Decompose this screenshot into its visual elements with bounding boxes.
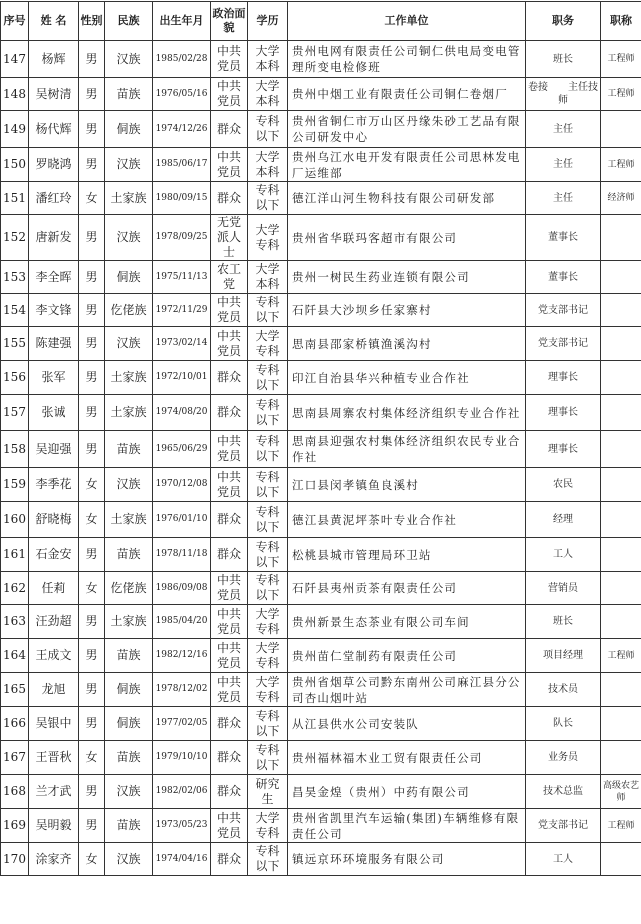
duty-cell: 农民 (526, 468, 601, 502)
seq-cell: 152 (1, 215, 29, 261)
gender-cell: 女 (79, 468, 105, 502)
seq-cell: 158 (1, 431, 29, 468)
unit-cell: 贵州中烟工业有限责任公司铜仁卷烟厂 (288, 78, 526, 111)
seq-cell: 162 (1, 572, 29, 605)
education-cell: 大学专科 (248, 215, 288, 261)
unit-cell: 贵州乌江水电开发有限责任公司思林发电厂运维部 (288, 148, 526, 182)
political-cell: 中共党员 (211, 78, 248, 111)
title-cell (601, 361, 641, 395)
political-cell: 无党派人士 (211, 215, 248, 261)
header-title: 职称 (601, 2, 641, 41)
name-cell: 任莉 (29, 572, 79, 605)
education-cell: 专科以下 (248, 843, 288, 876)
title-cell (601, 215, 641, 261)
name-cell: 石金安 (29, 538, 79, 572)
education-cell: 专科以下 (248, 294, 288, 327)
seq-cell: 169 (1, 809, 29, 843)
unit-cell: 贵州福林福木业工贸有限责任公司 (288, 741, 526, 775)
title-cell: 工程师 (601, 809, 641, 843)
title-cell (601, 431, 641, 468)
political-cell: 中共党员 (211, 431, 248, 468)
ethnicity-cell: 苗族 (105, 809, 153, 843)
education-cell: 研究生 (248, 775, 288, 809)
name-cell: 陈建强 (29, 327, 79, 361)
name-cell: 李全晖 (29, 261, 79, 294)
education-cell: 大学专科 (248, 605, 288, 639)
table-row (1, 639, 641, 673)
title-cell: 工程师 (601, 148, 641, 182)
gender-cell: 男 (79, 215, 105, 261)
birth-cell: 1982/02/06 (153, 775, 211, 809)
duty-cell: 党支部书记 (526, 809, 601, 843)
table-row (1, 843, 641, 876)
birth-cell: 1975/11/13 (153, 261, 211, 294)
birth-cell: 1985/04/20 (153, 605, 211, 639)
title-cell (601, 538, 641, 572)
header-gender: 性别 (79, 2, 105, 41)
education-cell: 大学专科 (248, 673, 288, 707)
duty-cell: 经理 (526, 502, 601, 538)
name-cell: 杨辉 (29, 41, 79, 78)
table-row (1, 261, 641, 294)
unit-cell: 印江自治县华兴种植专业合作社 (288, 361, 526, 395)
name-cell: 罗晓鸿 (29, 148, 79, 182)
education-cell: 专科以下 (248, 431, 288, 468)
duty-cell: 理事长 (526, 395, 601, 431)
education-cell: 大学本科 (248, 78, 288, 111)
duty-cell: 董事长 (526, 215, 601, 261)
unit-cell: 贵州新景生态茶业有限公司车间 (288, 605, 526, 639)
ethnicity-cell: 苗族 (105, 639, 153, 673)
header-political: 政治面貌 (211, 2, 248, 41)
name-cell: 张军 (29, 361, 79, 395)
unit-cell: 贵州省烟草公司黔东南州公司麻江县分公司杏山烟叶站 (288, 673, 526, 707)
seq-cell: 148 (1, 78, 29, 111)
education-cell: 大学专科 (248, 327, 288, 361)
ethnicity-cell: 苗族 (105, 741, 153, 775)
birth-cell: 1978/12/02 (153, 673, 211, 707)
seq-cell: 168 (1, 775, 29, 809)
unit-cell: 贵州苗仁堂制药有限责任公司 (288, 639, 526, 673)
ethnicity-cell: 侗族 (105, 707, 153, 741)
gender-cell: 男 (79, 431, 105, 468)
table-row (1, 327, 641, 361)
seq-cell: 167 (1, 741, 29, 775)
gender-cell: 男 (79, 707, 105, 741)
birth-cell: 1972/11/29 (153, 294, 211, 327)
table-row (1, 809, 641, 843)
ethnicity-cell: 仡佬族 (105, 572, 153, 605)
birth-cell: 1986/09/08 (153, 572, 211, 605)
seq-cell: 154 (1, 294, 29, 327)
name-cell: 汪劲超 (29, 605, 79, 639)
unit-cell: 贵州一树民生药业连锁有限公司 (288, 261, 526, 294)
title-cell (601, 707, 641, 741)
duty-cell: 技术员 (526, 673, 601, 707)
birth-cell: 1972/10/01 (153, 361, 211, 395)
table-row (1, 502, 641, 538)
name-cell: 李季花 (29, 468, 79, 502)
name-cell: 吴迎强 (29, 431, 79, 468)
table-row (1, 707, 641, 741)
name-cell: 张诚 (29, 395, 79, 431)
education-cell: 专科以下 (248, 538, 288, 572)
title-cell (601, 111, 641, 148)
title-cell (601, 468, 641, 502)
table-row (1, 148, 641, 182)
unit-cell: 德江县黄泥坪茶叶专业合作社 (288, 502, 526, 538)
ethnicity-cell: 侗族 (105, 111, 153, 148)
name-cell: 王成文 (29, 639, 79, 673)
birth-cell: 1976/05/16 (153, 78, 211, 111)
birth-cell: 1976/01/10 (153, 502, 211, 538)
title-cell (601, 673, 641, 707)
seq-cell: 166 (1, 707, 29, 741)
gender-cell: 男 (79, 294, 105, 327)
gender-cell: 女 (79, 572, 105, 605)
education-cell: 大学专科 (248, 639, 288, 673)
duty-cell: 项目经理 (526, 639, 601, 673)
seq-cell: 160 (1, 502, 29, 538)
political-cell: 中共党员 (211, 605, 248, 639)
ethnicity-cell: 汉族 (105, 215, 153, 261)
header-unit: 工作单位 (288, 2, 526, 41)
birth-cell: 1974/04/16 (153, 843, 211, 876)
title-cell (601, 294, 641, 327)
duty-cell: 班长 (526, 41, 601, 78)
birth-cell: 1982/12/16 (153, 639, 211, 673)
duty-cell: 工人 (526, 538, 601, 572)
title-cell: 工程师 (601, 639, 641, 673)
duty-cell: 理事长 (526, 431, 601, 468)
gender-cell: 男 (79, 673, 105, 707)
seq-cell: 151 (1, 182, 29, 215)
political-cell: 群众 (211, 741, 248, 775)
gender-cell: 男 (79, 809, 105, 843)
ethnicity-cell: 苗族 (105, 78, 153, 111)
seq-cell: 147 (1, 41, 29, 78)
seq-cell: 163 (1, 605, 29, 639)
title-cell (601, 605, 641, 639)
education-cell: 大学专科 (248, 809, 288, 843)
seq-cell: 170 (1, 843, 29, 876)
title-cell: 经济师 (601, 182, 641, 215)
table-row (1, 538, 641, 572)
ethnicity-cell: 汉族 (105, 775, 153, 809)
political-cell: 中共党员 (211, 809, 248, 843)
ethnicity-cell: 侗族 (105, 261, 153, 294)
birth-cell: 1974/12/26 (153, 111, 211, 148)
name-cell: 涂家齐 (29, 843, 79, 876)
duty-cell: 主任 (526, 148, 601, 182)
title-cell (601, 395, 641, 431)
duty-cell: 董事长 (526, 261, 601, 294)
name-cell: 王晋秋 (29, 741, 79, 775)
unit-cell: 贵州省凯里汽车运输(集团)车辆维修有限责任公司 (288, 809, 526, 843)
gender-cell: 女 (79, 182, 105, 215)
title-cell (601, 502, 641, 538)
unit-cell: 从江县供水公司安装队 (288, 707, 526, 741)
header-duty: 职务 (526, 2, 601, 41)
gender-cell: 女 (79, 502, 105, 538)
seq-cell: 159 (1, 468, 29, 502)
ethnicity-cell: 汉族 (105, 843, 153, 876)
ethnicity-cell: 汉族 (105, 41, 153, 78)
name-cell: 吴银中 (29, 707, 79, 741)
ethnicity-cell: 汉族 (105, 327, 153, 361)
title-cell (601, 572, 641, 605)
duty-cell: 业务员 (526, 741, 601, 775)
ethnicity-cell: 土家族 (105, 395, 153, 431)
table-row (1, 741, 641, 775)
education-cell: 专科以下 (248, 741, 288, 775)
duty-cell: 党支部书记 (526, 294, 601, 327)
unit-cell: 贵州省华联玛客超市有限公司 (288, 215, 526, 261)
education-cell: 专科以下 (248, 468, 288, 502)
unit-cell: 石阡县夷州贡茶有限责任公司 (288, 572, 526, 605)
seq-cell: 149 (1, 111, 29, 148)
unit-cell: 镇远京环环境服务有限公司 (288, 843, 526, 876)
gender-cell: 男 (79, 111, 105, 148)
education-cell: 专科以下 (248, 182, 288, 215)
education-cell: 专科以下 (248, 707, 288, 741)
political-cell: 群众 (211, 361, 248, 395)
name-cell: 吴树清 (29, 78, 79, 111)
name-cell: 李文锋 (29, 294, 79, 327)
header-row (1, 2, 641, 41)
table-row (1, 361, 641, 395)
education-cell: 专科以下 (248, 111, 288, 148)
political-cell: 中共党员 (211, 639, 248, 673)
duty-cell: 主任 (526, 182, 601, 215)
political-cell: 中共党员 (211, 327, 248, 361)
political-cell: 中共党员 (211, 673, 248, 707)
seq-cell: 156 (1, 361, 29, 395)
political-cell: 群众 (211, 843, 248, 876)
birth-cell: 1970/12/08 (153, 468, 211, 502)
gender-cell: 男 (79, 148, 105, 182)
ethnicity-cell: 汉族 (105, 148, 153, 182)
gender-cell: 男 (79, 327, 105, 361)
seq-cell: 150 (1, 148, 29, 182)
ethnicity-cell: 汉族 (105, 468, 153, 502)
political-cell: 中共党员 (211, 572, 248, 605)
ethnicity-cell: 土家族 (105, 502, 153, 538)
ethnicity-cell: 侗族 (105, 673, 153, 707)
education-cell: 大学本科 (248, 148, 288, 182)
gender-cell: 男 (79, 395, 105, 431)
gender-cell: 男 (79, 605, 105, 639)
education-cell: 专科以下 (248, 361, 288, 395)
unit-cell: 石阡县大沙坝乡任家寨村 (288, 294, 526, 327)
unit-cell: 江口县闵孝镇鱼良溪村 (288, 468, 526, 502)
political-cell: 群众 (211, 775, 248, 809)
unit-cell: 思南县周寨农村集体经济组织专业合作社 (288, 395, 526, 431)
header-ethnicity: 民族 (105, 2, 153, 41)
ethnicity-cell: 土家族 (105, 361, 153, 395)
birth-cell: 1974/08/20 (153, 395, 211, 431)
political-cell: 群众 (211, 538, 248, 572)
table-row (1, 395, 641, 431)
title-cell (601, 843, 641, 876)
seq-cell: 157 (1, 395, 29, 431)
header-name: 姓 名 (29, 2, 79, 41)
name-cell: 杨代辉 (29, 111, 79, 148)
table-row (1, 111, 641, 148)
gender-cell: 男 (79, 538, 105, 572)
table-row (1, 182, 641, 215)
education-cell: 专科以下 (248, 502, 288, 538)
political-cell: 中共党员 (211, 294, 248, 327)
birth-cell: 1985/02/28 (153, 41, 211, 78)
duty-cell: 班长 (526, 605, 601, 639)
title-cell (601, 741, 641, 775)
gender-cell: 女 (79, 741, 105, 775)
table-row (1, 215, 641, 261)
unit-cell: 思南县迎强农村集体经济组织农民专业合作社 (288, 431, 526, 468)
unit-cell: 昌昊金煌（贵州）中药有限公司 (288, 775, 526, 809)
unit-cell: 松桃县城市管理局环卫站 (288, 538, 526, 572)
unit-cell: 贵州省铜仁市万山区丹缘朱砂工艺品有限公司研发中心 (288, 111, 526, 148)
table-row (1, 78, 641, 111)
gender-cell: 女 (79, 843, 105, 876)
ethnicity-cell: 苗族 (105, 431, 153, 468)
birth-cell: 1978/11/18 (153, 538, 211, 572)
gender-cell: 男 (79, 78, 105, 111)
political-cell: 群众 (211, 395, 248, 431)
duty-cell: 工人 (526, 843, 601, 876)
duty-cell: 卷接 主任技师 (526, 78, 601, 111)
title-cell: 工程师 (601, 78, 641, 111)
duty-cell: 主任 (526, 111, 601, 148)
political-cell: 群众 (211, 111, 248, 148)
header-birth: 出生年月 (153, 2, 211, 41)
birth-cell: 1978/09/25 (153, 215, 211, 261)
personnel-table (0, 1, 641, 876)
gender-cell: 男 (79, 775, 105, 809)
political-cell: 农工党 (211, 261, 248, 294)
political-cell: 中共党员 (211, 41, 248, 78)
title-cell: 工程师 (601, 41, 641, 78)
political-cell: 群众 (211, 182, 248, 215)
birth-cell: 1965/06/29 (153, 431, 211, 468)
name-cell: 吴明毅 (29, 809, 79, 843)
seq-cell: 153 (1, 261, 29, 294)
unit-cell: 贵州电网有限责任公司铜仁供电局变电管理所变电检修班 (288, 41, 526, 78)
table-row (1, 775, 641, 809)
table-row (1, 572, 641, 605)
title-cell (601, 327, 641, 361)
duty-cell: 技术总监 (526, 775, 601, 809)
seq-cell: 155 (1, 327, 29, 361)
name-cell: 潘红玲 (29, 182, 79, 215)
ethnicity-cell: 土家族 (105, 182, 153, 215)
unit-cell: 德江洋山河生物科技有限公司研发部 (288, 182, 526, 215)
title-cell: 高级农艺师 (601, 775, 641, 809)
unit-cell: 思南县邵家桥镇渔溪沟村 (288, 327, 526, 361)
political-cell: 中共党员 (211, 148, 248, 182)
gender-cell: 男 (79, 41, 105, 78)
table-row (1, 468, 641, 502)
table-row (1, 431, 641, 468)
gender-cell: 男 (79, 639, 105, 673)
political-cell: 中共党员 (211, 468, 248, 502)
ethnicity-cell: 土家族 (105, 605, 153, 639)
birth-cell: 1979/10/10 (153, 741, 211, 775)
education-cell: 大学本科 (248, 261, 288, 294)
header-seq: 序号 (1, 2, 29, 41)
name-cell: 唐新发 (29, 215, 79, 261)
name-cell: 龙旭 (29, 673, 79, 707)
title-cell (601, 261, 641, 294)
birth-cell: 1973/05/23 (153, 809, 211, 843)
name-cell: 舒晓梅 (29, 502, 79, 538)
seq-cell: 164 (1, 639, 29, 673)
table-row (1, 41, 641, 78)
duty-cell: 队长 (526, 707, 601, 741)
gender-cell: 男 (79, 361, 105, 395)
duty-cell: 党支部书记 (526, 327, 601, 361)
political-cell: 群众 (211, 707, 248, 741)
duty-cell: 理事长 (526, 361, 601, 395)
birth-cell: 1977/02/05 (153, 707, 211, 741)
duty-cell: 营销员 (526, 572, 601, 605)
birth-cell: 1985/06/17 (153, 148, 211, 182)
table-row (1, 673, 641, 707)
table-row (1, 605, 641, 639)
political-cell: 群众 (211, 502, 248, 538)
name-cell: 兰才武 (29, 775, 79, 809)
ethnicity-cell: 苗族 (105, 538, 153, 572)
table-row (1, 294, 641, 327)
seq-cell: 165 (1, 673, 29, 707)
education-cell: 专科以下 (248, 395, 288, 431)
header-education: 学历 (248, 2, 288, 41)
birth-cell: 1973/02/14 (153, 327, 211, 361)
education-cell: 专科以下 (248, 572, 288, 605)
gender-cell: 男 (79, 261, 105, 294)
birth-cell: 1980/09/15 (153, 182, 211, 215)
ethnicity-cell: 仡佬族 (105, 294, 153, 327)
education-cell: 大学本科 (248, 41, 288, 78)
seq-cell: 161 (1, 538, 29, 572)
